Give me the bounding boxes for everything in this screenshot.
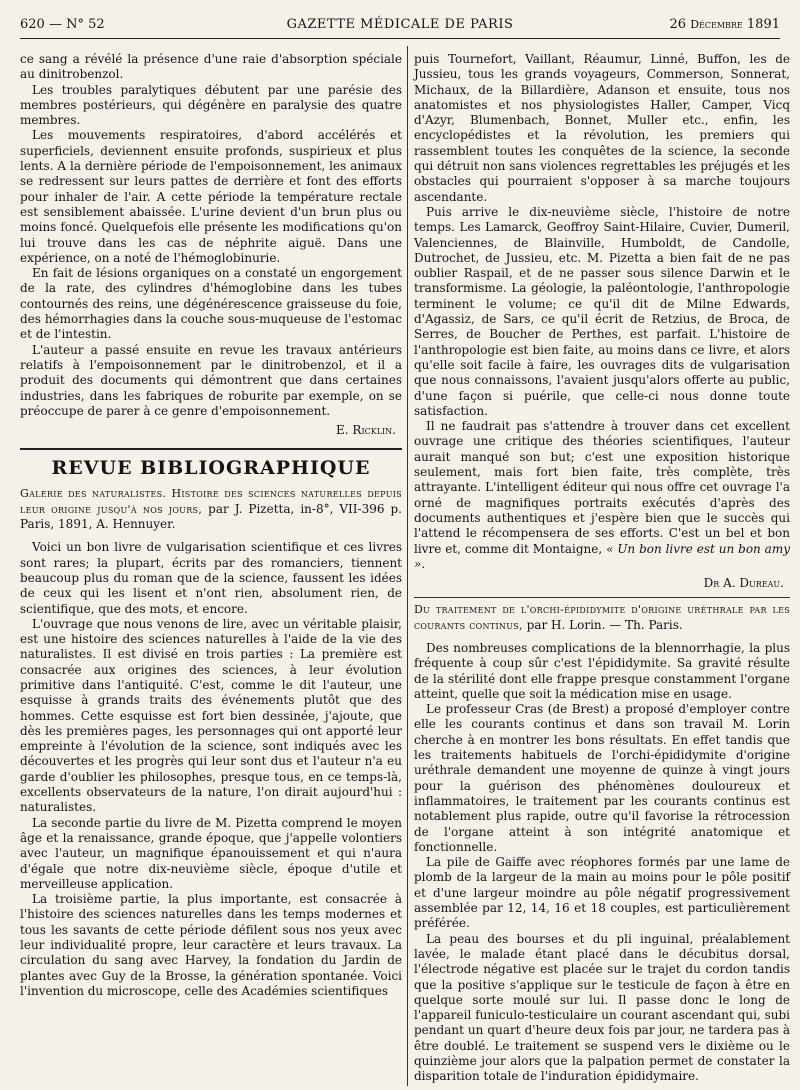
paragraph: Les troubles paralytiques débutent par une parésie des membres postérieurs, qui dégénère en paralysie des quatre membres. (20, 82, 402, 128)
author-signature: Dr A. Dureau. (703, 576, 784, 591)
paragraph: La seconde partie du livre de M. Pizetta comprend le moyen âge et la renaissance, grande époque, que j'appelle volontiers avec l'auteur, un magnifique épanouissement et qui n'aura d'égale que notre dix-neuvième siècle, époque d'utile et merveilleuse application. (20, 815, 402, 891)
paragraph: Il ne faudrait pas s'attendre à trouver dans cet excellent ouvrage une critique des théories scientifiques, l'auteur aurait manqué son but; c'est une exposition historique seulement, mais fort bien faite, très complète, très attrayante. L'intelligent éditeur qui nous offre cet ouvrage l'a orné de magnifiques portraits exécutés d'après des documents authentiques et j'espère bien que le succès qui l'attend le récompensera de ses efforts. C'est un bel et bon livre et, comme dit Montaigne, « Un bon livre est un bon amy ». (414, 419, 790, 571)
article-heading (414, 602, 790, 633)
column-divider (407, 46, 408, 1086)
right-column (414, 52, 790, 1085)
paragraph-text: Il ne faudrait pas s'attendre à trouver dans cet excellent ouvrage une critique des théories scientifiques, l'auteur aurait manqué son but; c'est une exposition historique seulement, mais fort bien faite, très complète, très attrayante. L'intelligent éditeur qui nous offre cet ouvrage l'a orné de magnifiques portraits exécutés d'après des documents authentiques et j'espère bien que le succès qui l'attend le récompensera de ses efforts. C'est un bel et bon livre et, comme dit Montaigne, (414, 419, 790, 556)
paragraph: ce sang a révélé la présence d'une raie d'absorption spéciale au dinitrobenzol. (20, 52, 402, 82)
section-rule (20, 448, 402, 450)
paragraph: Des nombreuses complications de la blennorrhagie, la plus fréquente à coup sûr c'est l'épididymite. Sa gravité résulte de la stérilité dont elle frappe presque constamment l'organe atteint, quelle que soit la médication mise en usage. (414, 640, 790, 701)
article-details: par H. Lorin. — Th. Paris. (526, 617, 683, 632)
paragraph: Le professeur Cras (de Brest) a proposé d'employer contre elle les courants continus et dans son travail M. Lorin cherche à en montrer les bons résultats. En effet tandis que les traitements habituels de l'orchi-épididymite d'origine uréthrale demandent une moyenne de quinze à vingt jours pour la guérison des phénomènes douloureux et inflammatoires, le traitement par les courants continus est notablement plus rapide, outre qu'il favorise la rétrocession de l'organe atteint à son intégrité anatomique et fonctionnelle. (414, 702, 790, 854)
paragraph: L'ouvrage que nous venons de lire, avec un véritable plaisir, est une histoire des sciences naturelles à l'aide de la vie des naturalistes. Il est divisé en trois parties : La première est consacrée aux origines des sciences, à leur évolution primitive dans l'antiquité. C'est, comme le dit l'auteur, une esquisse à grands traits des événements plutôt que des hommes. Cette esquisse est fort bien dessinée, j'ajoute, que dès les premières pages, les personnages qui ont apporté leur empreinte à l'évolution de la science, sont indiqués avec les découvertes et les progrès qui leur sont dus et l'auteur n'a eu garde d'oublier les philosophes, presque tous, en ce temps-là, excellents observateurs de la nature, l'on dirait aujourd'hui : naturalistes. (20, 616, 402, 815)
date-year: 1891 (746, 17, 780, 32)
article-title: Du traitement de l'orchi-épididymite d'origine uréthrale par les courants continus, (414, 603, 790, 632)
left-column (20, 52, 402, 999)
section-title: REVUE BIBLIOGRAPHIQUE (51, 457, 371, 480)
paragraph: En fait de lésions organiques on a constaté un engorgement de la rate, des cylindres d'hémoglobine dans les tubes contournés des reins, une dégénérescence graisseuse du foie, des hémorrhagies dans la couche sous-muqueuse de l'estomac et de l'intestin. (20, 266, 402, 342)
article-rule (414, 597, 790, 598)
page-number: 620 — N° 52 (20, 17, 105, 32)
paragraph: puis Tournefort, Vaillant, Réaumur, Linné, Buffon, les de Jussieu, tous les grands voyageurs, Commerson, Sonnerat, Michaux, de la Billardière, Adanson et ensuite, tous nos anatomistes et nos physiologistes Haller, Camper, Vicq d'Azyr, Blumenbach, Bonnet, Muller etc., enfin, les encyclopédistes et la révolution, les premiers qui rassemblent toutes les conquêtes de la science, la seconde qui détruit non sans violences regrettables les préjugés et les obstacles qui pourraient s'opposer à sa marche toujours ascendante. (414, 52, 790, 204)
date-month: Décembre (690, 18, 743, 31)
date-day: 26 (669, 17, 687, 32)
author-signature: E. Ricklin. (336, 423, 396, 438)
issue-date (670, 12, 780, 38)
paragraph: Les mouvements respiratoires, d'abord accélérés et superficiels, deviennent ensuite profonds, suspirieux et plus lents. A la dernière période de l'empoisonnement, les animaux se redressent sur leurs pattes de derrière et font des efforts pour inhaler de l'air. A cette période la température rectale est sensiblement abaissée. L'urine devient d'un brun plus ou moins foncé. Quelquefois elle présente les modifications qu'on lui trouve dans les cas de néphrite aiguë. Dans une expérience, on a noté de l'hémoglobinurie. (20, 128, 402, 265)
paragraph: La peau des bourses et du pli inguinal, préalablement lavée, le malade étant placé dans le décubitus dorsal, l'électrode négative est placée sur le trajet du cordon tandis que la positive s'applique sur le testicule de façon à être en quelque sorte moulé sur lui. Il passe donc le long de l'appareil funiculo-testiculaire un courant ascendant qui, subi pendant un quart d'heure deux fois par jour, ne tardera pas à être doublé. Le traitement se suspend vers le dixième ou le quinzième jour alors que la palpation permet de constater la disparition totale de l'induration épididymaire. (414, 931, 790, 1084)
paragraph: Puis arrive le dix-neuvième siècle, l'histoire de notre temps. Les Lamarck, Geoffroy Saint-Hilaire, Cuvier, Dumeril, Valenciennes, de Blainville, Humboldt, de Candolle, Dutrochet, de Jussieu, etc. M. Pizetta a bien fait de ne pas oublier Raspail, et de ne passer sous silence Darwin et le transformisme. La géologie, la paléontologie, l'anthropologie terminent le volume; ce qu'il dit de Milne Edwards, d'Agassiz, de Sars, ce qu'il écrit de Retzius, de Broca, de Serres, de Boucher de Perthes, est parfait. L'histoire de l'anthropologie est bien faite, au moins dans ce livre, et alors qu'elle soit facile à faire, les ouvrages dits de vulgarisation que nous connaissons, l'avaient jusqu'alors offerte au public, d'une façon si puérile, que celle-ci nous donne toute satisfaction. (414, 204, 790, 418)
paragraph: La troisième partie, la plus importante, est consacrée à l'histoire des sciences naturelles dans les temps modernes et tous les savants de cette période défilent sous nos yeux avec leur individualité propre, leur caractère et leurs travaux. La circulation du sang avec Harvey, la fondation du Jardin de plantes avec Guy de la Brosse, la génération spontanée. Voici l'invention du microscope, celle des Académies scientifiques (20, 892, 402, 998)
book-title: Galerie des naturalistes. Histoire des sciences naturelles depuis leur origine jusqu'à nos jours, (20, 487, 402, 516)
paragraph: L'auteur a passé ensuite en revue les travaux antérieurs relatifs à l'empoisonnement par le dinitrobenzol, et il a produit des documents qui démontrent que dans certaines industries, dans les fabriques de roburite par exemple, on se préoccupe de parer à ce genre d'empoisonnement. (20, 342, 402, 418)
paragraph: La pile de Gaiffe avec réophores formés par une lame de plomb de la largeur de la main au moins pour le pôle positif et d'une largeur moindre au pôle négatif progressivement assemblée par 12, 14, 16 et 18 couples, est particulièrement préférée. (414, 855, 790, 931)
journal-title: GAZETTE MÉDICALE DE PARIS (286, 17, 514, 32)
book-details: par J. Pizetta, in-8°, VII-396 p. Paris, 1891, A. Hennuyer. (20, 501, 402, 532)
montaigne-quote: « Un bon livre est un bon amy » (414, 541, 790, 571)
paragraph: Voici un bon livre de vulgarisation scientifique et ces livres sont rares; la plupart, écrits par des romanciers, tiennent beaucoup plus du roman que de la science, faussent les idées de ceux qui les lisent et n'ont rien, absolument rien, de scientifique, que des mots, et encore. (20, 540, 402, 616)
bibliographic-entry (20, 486, 402, 532)
page-header (20, 12, 780, 39)
